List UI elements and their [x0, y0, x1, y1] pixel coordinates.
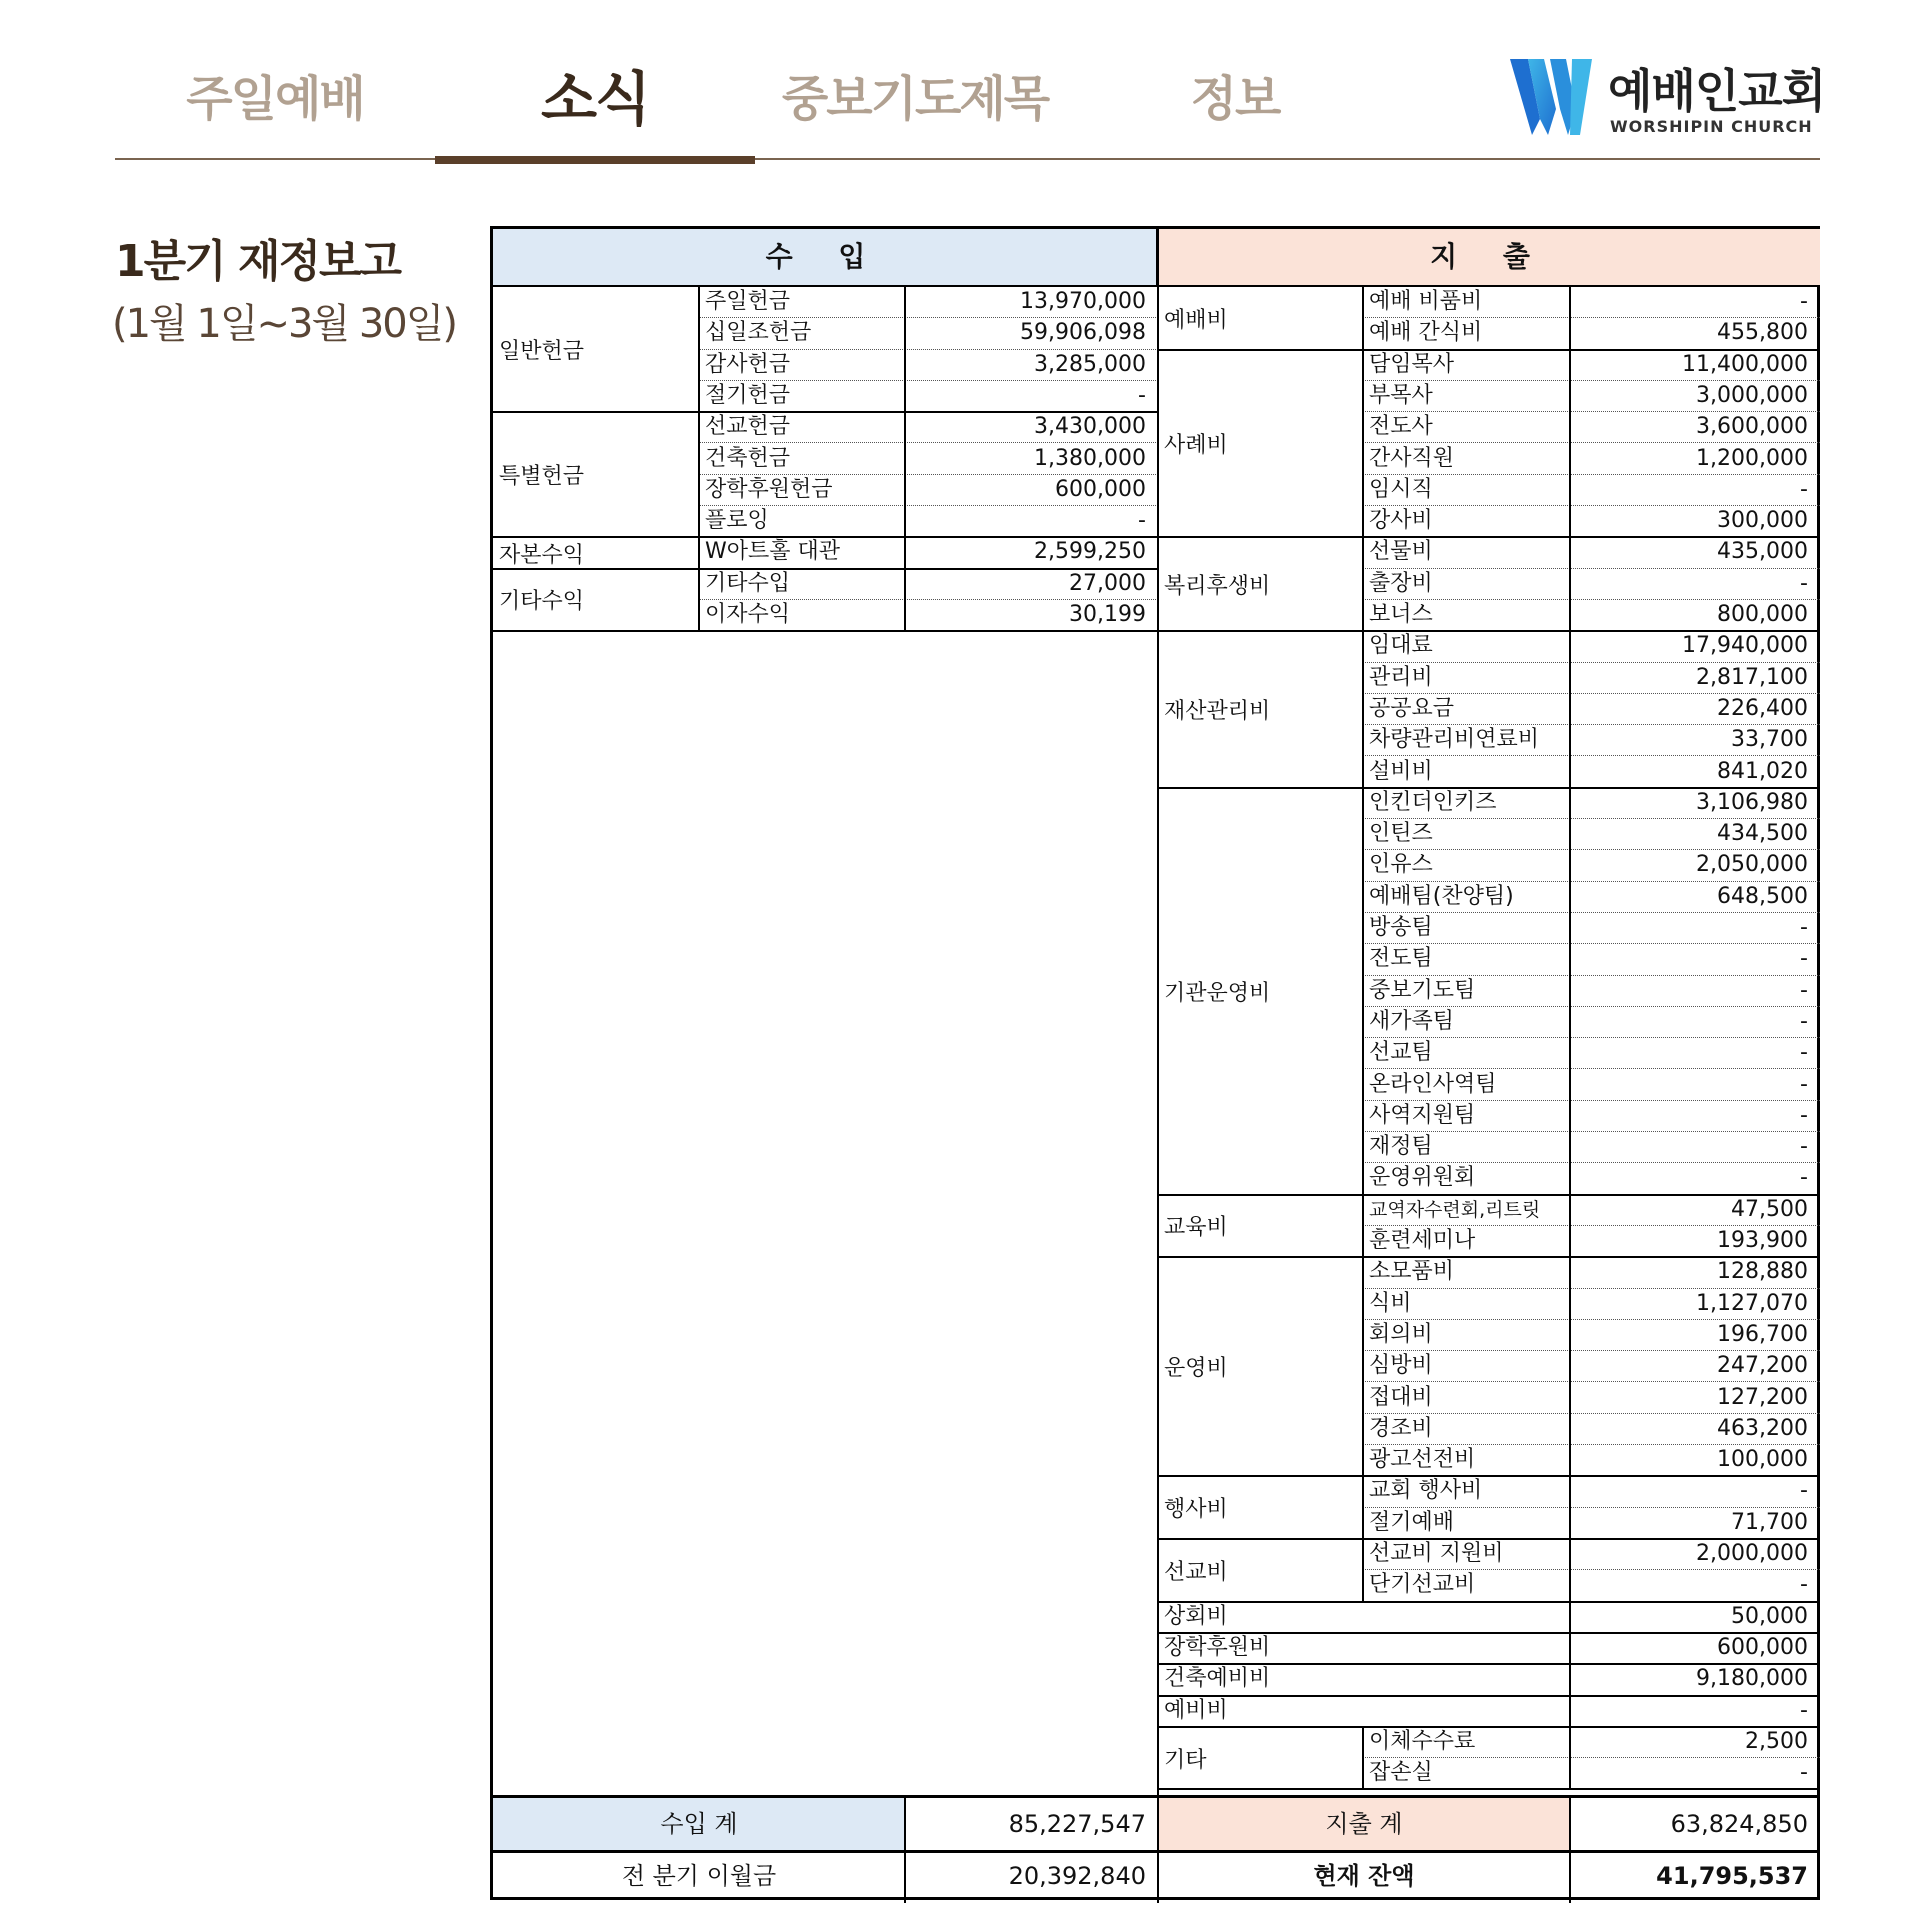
income-item-amount: 3,430,000 [905, 412, 1158, 443]
expense-col-divider [1569, 1664, 1571, 1695]
expense-item-name: 훈련세미나 [1369, 1228, 1476, 1253]
expense-item-name: 공공요금 [1363, 694, 1570, 725]
expense-item-amount: 1,200,000 [1570, 444, 1820, 475]
expense-item-name: 부목사 [1363, 381, 1570, 412]
balance-label: 현재 잔액 [1313, 1862, 1415, 1890]
expense-item-name: 이체수수료 [1363, 1727, 1570, 1758]
expense-group-label: 교육비 [1164, 1215, 1228, 1241]
expense-col-divider [1569, 1602, 1571, 1633]
expense-col-divider [1362, 350, 1364, 538]
expense-item-amount: - [1570, 1476, 1820, 1507]
expense-group-label: 재산관리비 [1164, 699, 1271, 725]
expense-item-name: 절기예배 [1369, 1509, 1455, 1535]
expense-item-name: 교회 행사비 [1363, 1476, 1570, 1507]
income-item-amount: - [1138, 382, 1146, 408]
income-item-amount: 1,380,000 [905, 444, 1158, 475]
expense-item-name: 인유스 [1363, 850, 1570, 881]
expense-group-label: 장학후원비 [1164, 1634, 1271, 1660]
expense-item-amount: - [1570, 1070, 1820, 1101]
expense-item-amount: - [1570, 475, 1820, 506]
logo-name-english: WORSHIPIN CHURCH [1610, 117, 1813, 136]
income-item-name: 이자수익 [705, 602, 791, 627]
expense-item-amount: 455,800 [1717, 320, 1808, 346]
income-item-amount: 13,970,000 [905, 287, 1158, 318]
expense-item-amount: 226,400 [1570, 694, 1820, 725]
expense-item-amount: 3,106,980 [1570, 788, 1820, 819]
expense-item-amount: 841,020 [1717, 758, 1808, 784]
expense-item-amount: 50,000 [1731, 1603, 1808, 1629]
expense-item-name: 인킨더인키즈 [1363, 788, 1570, 819]
expense-item-name: 접대비 [1363, 1383, 1570, 1414]
expense-col-divider [1569, 1195, 1571, 1258]
expense-item-name: 담임목사 [1363, 350, 1570, 381]
expense-item-amount: - [1570, 913, 1820, 944]
expense-item-amount: 3,000,000 [1570, 381, 1820, 412]
expense-total-value: 63,824,850 [1670, 1810, 1808, 1838]
expense-group-label: 행사비 [1164, 1497, 1228, 1523]
expense-item-amount: 463,200 [1570, 1414, 1820, 1445]
expense-col-divider [1362, 1727, 1364, 1790]
income-group-label: 특별헌금 [499, 464, 585, 490]
income-item-amount: 27,000 [905, 569, 1158, 600]
expense-item-name: 선교팀 [1363, 1038, 1570, 1069]
income-item-name: 절기헌금 [705, 382, 791, 408]
expense-item-amount: 17,940,000 [1570, 631, 1820, 662]
expense-item-amount: 47,500 [1570, 1195, 1820, 1226]
logo-name-korean: 예배인교회 [1608, 64, 1826, 118]
expense-col-divider [1362, 537, 1364, 631]
expense-item-name: 예배팀(찬양팀) [1363, 882, 1570, 913]
expense-item-amount: 800,000 [1717, 602, 1808, 627]
expense-col-divider [1569, 1539, 1571, 1602]
expense-item-amount: 648,500 [1570, 882, 1820, 913]
expense-item-amount: 9,180,000 [1696, 1666, 1808, 1692]
expense-group-label: 사례비 [1164, 432, 1228, 458]
totals-vline-3 [1569, 1795, 1571, 1903]
expense-item-name: 강사비 [1369, 508, 1433, 534]
income-expense-divider [1157, 229, 1159, 1795]
expense-item-amount: 2,000,000 [1570, 1539, 1820, 1570]
expense-item-amount: - [1800, 1572, 1808, 1598]
balance-value: 41,795,537 [1656, 1862, 1808, 1890]
expense-header: 지 출 [1158, 229, 1820, 287]
tab-news[interactable]: 소식 [540, 65, 650, 133]
expense-item-name: 관리비 [1363, 663, 1570, 694]
expense-item-amount: 1,127,070 [1570, 1289, 1820, 1320]
expense-item-name: 예배 비품비 [1363, 287, 1570, 318]
expense-item-amount: - [1800, 1760, 1808, 1786]
expense-item-amount: 2,500 [1570, 1727, 1820, 1758]
expense-total-label: 지출 계 [1158, 1798, 1570, 1850]
expense-item-name: 온라인사역팀 [1363, 1070, 1570, 1101]
income-item-name: 주일헌금 [699, 287, 905, 318]
expense-item-name: 소모품비 [1363, 1257, 1570, 1288]
expense-item-name: 심방비 [1363, 1351, 1570, 1382]
income-col-divider [904, 287, 906, 631]
totals-vline-1 [904, 1795, 906, 1903]
church-logo[interactable] [1510, 55, 1826, 145]
income-item-name: 기타수입 [699, 569, 905, 600]
expense-item-amount: 2,817,100 [1570, 663, 1820, 694]
expense-item-name: 설비비 [1369, 758, 1433, 784]
expense-item-name: 식비 [1363, 1289, 1570, 1320]
expense-item-amount: 600,000 [1717, 1634, 1808, 1660]
expense-col-divider [1569, 1476, 1571, 1539]
expense-item-amount: 435,000 [1570, 537, 1820, 568]
expense-item-amount: - [1800, 1697, 1808, 1723]
expense-item-amount: 33,700 [1570, 725, 1820, 756]
expense-item-name: 예배 간식비 [1369, 320, 1483, 346]
expense-col-divider [1569, 1696, 1571, 1727]
expense-item-amount: 71,700 [1731, 1509, 1808, 1535]
report-title: 1분기 재정보고 [115, 236, 400, 287]
expense-col-divider [1362, 1195, 1364, 1258]
income-item-name: 플로잉 [705, 508, 769, 534]
expense-item-name: 방송팀 [1363, 913, 1570, 944]
expense-item-name: 중보기도팀 [1363, 976, 1570, 1007]
income-item-name: 건축헌금 [699, 444, 905, 475]
expense-item-amount: - [1570, 976, 1820, 1007]
expense-col-divider [1362, 631, 1364, 788]
expense-col-divider [1569, 350, 1571, 538]
expense-col-divider [1569, 788, 1571, 1195]
expense-item-name: 새가족팀 [1363, 1007, 1570, 1038]
tab-sunday-worship[interactable]: 주일예배 [186, 71, 364, 127]
income-item-amount: 2,599,250 [1034, 539, 1146, 565]
totals-vline-2 [1157, 1795, 1159, 1903]
expense-item-name: 광고선전비 [1369, 1447, 1476, 1473]
expense-group-label: 상회비 [1164, 1603, 1228, 1629]
expense-item-name: 경조비 [1363, 1414, 1570, 1445]
income-item-amount: 3,285,000 [905, 350, 1158, 381]
expense-item-name: 단기선교비 [1369, 1572, 1476, 1598]
income-item-amount: - [1138, 508, 1146, 534]
expense-item-name: 출장비 [1363, 569, 1570, 600]
expense-group-label: 예배비 [1164, 307, 1228, 333]
carryover-label: 전 분기 이월금 [621, 1862, 777, 1890]
income-item-amount: 30,199 [1069, 602, 1146, 627]
expense-item-amount: - [1570, 944, 1820, 975]
income-total-value: 85,227,547 [1008, 1810, 1146, 1838]
expense-item-amount: 127,200 [1570, 1383, 1820, 1414]
income-group-label: 기타수익 [499, 589, 585, 615]
report-period: (1월 1일~3월 30일) [112, 301, 456, 347]
expense-item-name: 전도팀 [1363, 944, 1570, 975]
expense-item-name: 교역자수련회,리트릿 [1363, 1195, 1570, 1226]
expense-group-divider [1158, 1788, 1820, 1790]
expense-group-label: 예비비 [1164, 1697, 1228, 1723]
expense-item-amount: 247,200 [1570, 1351, 1820, 1382]
w-logo-icon [1510, 59, 1592, 135]
expense-item-name: 선교비 지원비 [1363, 1539, 1570, 1570]
expense-col-divider [1362, 1539, 1364, 1602]
expense-item-amount: - [1570, 1038, 1820, 1069]
expense-col-divider [1362, 788, 1364, 1195]
finance-table [490, 226, 1820, 1900]
income-item-name: 십일조헌금 [699, 318, 905, 349]
carryover-value: 20,392,840 [1008, 1862, 1146, 1890]
expense-col-divider [1362, 1476, 1364, 1539]
income-header: 수 입 [493, 229, 1158, 287]
income-col-divider [698, 287, 700, 631]
expense-item-name: 인틴즈 [1363, 819, 1570, 850]
income-group-label: 자본수익 [499, 542, 585, 568]
expense-item-name: 사역지원팀 [1363, 1101, 1570, 1132]
expense-group-label: 선교비 [1164, 1559, 1228, 1585]
expense-item-amount: 196,700 [1570, 1320, 1820, 1351]
expense-col-divider [1569, 1727, 1571, 1790]
expense-col-divider [1569, 1633, 1571, 1664]
expense-item-amount: - [1570, 1007, 1820, 1038]
expense-item-name: 임시직 [1363, 475, 1570, 506]
expense-group-label: 기타 [1164, 1747, 1207, 1773]
tab-prayer-requests[interactable]: 중보기도제목 [781, 71, 1049, 127]
expense-item-amount: 193,900 [1717, 1228, 1808, 1253]
expense-item-name: 전도사 [1363, 412, 1570, 443]
income-item-amount: 59,906,098 [905, 318, 1158, 349]
expense-item-amount: - [1570, 1132, 1820, 1163]
expense-item-name: 잡손실 [1369, 1760, 1433, 1786]
income-group-label: 일반헌금 [499, 339, 585, 365]
expense-group-label: 운영비 [1164, 1356, 1228, 1382]
expense-item-name: 운영위원회 [1369, 1165, 1476, 1191]
expense-item-amount: - [1800, 1165, 1808, 1191]
active-tab-indicator [435, 156, 755, 164]
income-group-divider [493, 630, 1158, 632]
income-item-name: W아트홀 대관 [705, 539, 841, 565]
expense-item-amount: 11,400,000 [1570, 350, 1820, 381]
expense-col-divider [1569, 537, 1571, 631]
income-item-name: 장학후원헌금 [699, 475, 905, 506]
expense-group-label: 기관운영비 [1164, 980, 1271, 1006]
expense-item-name: 임대료 [1363, 631, 1570, 662]
expense-item-amount: - [1570, 1101, 1820, 1132]
income-item-amount: 600,000 [905, 475, 1158, 506]
expense-group-label: 복리후생비 [1164, 573, 1271, 599]
expense-item-amount: 100,000 [1717, 1447, 1808, 1473]
expense-col-divider [1362, 1257, 1364, 1476]
income-item-name: 선교헌금 [699, 412, 905, 443]
expense-item-name: 간사직원 [1363, 444, 1570, 475]
expense-item-amount: 300,000 [1717, 508, 1808, 534]
expense-item-name: 회의비 [1363, 1320, 1570, 1351]
expense-item-name: 보너스 [1369, 602, 1433, 627]
expense-col-divider [1569, 1257, 1571, 1476]
expense-item-amount: - [1570, 287, 1820, 318]
expense-item-amount: 434,500 [1570, 819, 1820, 850]
expense-group-label: 건축예비비 [1164, 1666, 1271, 1692]
income-total-label: 수입 계 [493, 1798, 905, 1850]
expense-col-divider [1569, 287, 1571, 350]
expense-item-name: 선물비 [1363, 537, 1570, 568]
income-item-name: 감사헌금 [699, 350, 905, 381]
expense-item-amount: 3,600,000 [1570, 412, 1820, 443]
expense-item-name: 재정팀 [1363, 1132, 1570, 1163]
expense-col-divider [1569, 631, 1571, 788]
expense-item-amount: - [1570, 569, 1820, 600]
expense-col-divider [1362, 287, 1364, 350]
expense-item-amount: 128,880 [1570, 1257, 1820, 1288]
tab-info[interactable]: 정보 [1190, 71, 1280, 127]
expense-item-name: 차량관리비연료비 [1363, 725, 1570, 756]
expense-item-amount: 2,050,000 [1570, 850, 1820, 881]
nav-divider [115, 158, 1820, 160]
